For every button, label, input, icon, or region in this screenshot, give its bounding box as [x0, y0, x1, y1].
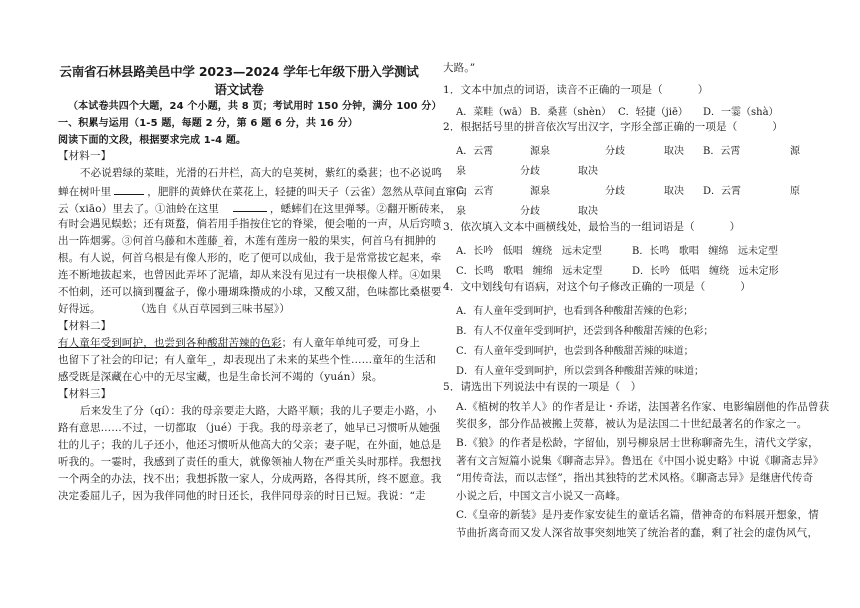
material-1-line: 蝉在树叶里 ，肥胖的黄蜂伏在菜花上，轻捷的叫天子（云雀）忽然从草间直窜向 — [58, 186, 467, 198]
fill-blank — [114, 184, 144, 195]
q5-line: 小说之后，中国文言小说又一高峰。 — [456, 490, 627, 502]
material-3-line: 决定委屈儿子，因为我伴同他的时日还长，我伴同母亲的时日已短。我说：“走 — [58, 490, 426, 502]
material-1-line: 云（xiāo）里去了。①油蛉在这里 ，蟋蟀们在这里弹琴。②翻开断砖来， — [58, 203, 451, 215]
q2-option-d-word: 泉 — [456, 206, 466, 217]
material-3-line: 一个两全的办法，找不出；我想拆散一家人，分成两路，各得其所，终不愿意。我 — [58, 473, 442, 485]
question-1: 1．文本中加点的词语，读音不正确的一项是（ ） — [443, 84, 709, 96]
q5-line: B.《狼》的作者是松龄，字留仙，别号柳泉居士世称聊斋先生，清代文学家， — [456, 437, 819, 449]
q2-option-d: D．云霄 — [703, 186, 742, 197]
q2-option-c-word: 取决 — [664, 186, 684, 197]
section-heading: 一、积累与运用（1-5 题，每题 2 分，第 6 题 6 分，共 16 分） — [58, 118, 358, 129]
q3-option-b: B．长鸣 歌唱 缠绵 远未定型 — [632, 246, 778, 257]
q1-option-c: C．轻捷（jiē） — [618, 107, 688, 118]
exam-title: 云南省石林县路美邑中学 2023—2024 学年七年级下册入学测试 — [59, 64, 419, 79]
material-2-label: 【材料二】 — [58, 320, 112, 332]
q2-option-d-word: 原 — [790, 186, 800, 197]
q1-option-d: D．一霎（shà） — [703, 107, 779, 118]
question-3: 3．依次填入文本中画横线处，最恰当的一组词语是（ ） — [443, 221, 741, 233]
material-1-line: 有时会遇见蜈蚣；还有斑蝥，倘若用手指按住它的脊梁，便会啪的一声，从后窍喷 — [58, 218, 442, 230]
material-1-line: 根。有人说，何首乌根是有像人形的，吃了便可以成仙，我于是常常拔它起来，牵 — [58, 252, 442, 264]
q2-option-c-word: 分歧 — [605, 186, 625, 197]
material-1-source: 好得远。 （选自《从百草园到三味书屋》） — [58, 303, 290, 315]
question-4: 4．文中划线句有语病，对这个句子修改正确的一项是（ ） — [443, 281, 751, 293]
material-1-line: 不怕刺，还可以摘到覆盆子，像小珊瑚珠攒成的小球，又酸又甜，色味都比桑椹要 — [58, 286, 442, 298]
material-2-line: 也留下了社会的印记；有人童年_，却表现出了未来的某些个性……童年的生活和 — [58, 354, 437, 366]
q2-option-b-word: 源 — [790, 146, 800, 157]
q2-option-b: B．云霄 — [703, 146, 741, 157]
continued-text: 大路。” — [443, 62, 476, 74]
q2-option-c-word: 源泉 — [530, 186, 550, 197]
material-3-line: 壮的儿子；我的儿子还小，他还习惯听从他高大的父亲；妻子呢，在外面，她总是 — [58, 439, 442, 451]
q4-option-a: A．有人童年受到呵护，也看到各种酸甜苦辣的色彩； — [456, 306, 694, 317]
question-5: 5．请选出下列说法中有误的一项是（ ） — [443, 381, 642, 393]
q2-option-c: C．云宵 — [456, 186, 494, 197]
material-1-line: 不必说碧绿的菜畦，光滑的石井栏，高大的皂荚树，紫红的桑葚；也不必说鸣 — [80, 167, 443, 179]
exam-note: （本试卷共四个大题，24 个小题，共 8 页；考试用时 150 分钟，满分 100 分） — [68, 101, 442, 112]
q4-option-c: C．有人童年受到呵护，也尝到各种酸甜苦辣的味道； — [456, 346, 694, 357]
material-1-line: 连不断地拔起来，也曾因此弄坏了泥墙，却从来没有见过有一块根像人样。④如果 — [58, 269, 442, 281]
question-2: 2．根据括号里的拼音依次写出汉字，字形全部正确的一项是（ ） — [443, 121, 783, 133]
material-3-line: 听我的。一霎时，我感到了责任的重大，就像领袖人物在严重关头时那样。我想找 — [58, 456, 442, 468]
q2-option-b-word: 分歧 — [520, 166, 540, 177]
underlined-sentence: 有人童年受到呵护，也尝到各种酸甜苦辣的色彩 — [58, 337, 282, 349]
q2-option-a-word: 分歧 — [605, 146, 625, 157]
q2-option-d-word: 取决 — [578, 206, 598, 217]
material-2-line: 有人童年受到呵护，也尝到各种酸甜苦辣的色彩；有人童年单纯可爱，可身上 — [58, 337, 421, 349]
q2-option-d-word: 分歧 — [520, 206, 540, 217]
q1-option-a: A．菜畦（wā） — [456, 107, 528, 118]
q5-line: C.《皇帝的新装》是丹麦作家安徒生的童话名篇，借神奇的布料展开想象，情 — [456, 509, 819, 521]
q5-line: “用传奇法，而以志怪”，指出其独特的艺术风格。《聊斋志异》是继唐代传奇 — [456, 472, 814, 484]
material-3-label: 【材料三】 — [58, 388, 112, 400]
q3-option-c: C．长鸣 歌唱 缠绵 远未定型 — [456, 266, 603, 277]
q2-option-b-word: 取决 — [578, 166, 598, 177]
q3-option-a: A．长吟 低唱 缠绕 远未定型 — [456, 246, 602, 257]
q3-option-d: D．长吟 低唱 缠绕 远未定形 — [632, 266, 779, 277]
q2-option-a-word: 源泉 — [530, 146, 550, 157]
material-2-line: 感受既是深藏在心中的无尽宝藏，也是生命长河不竭的（yuán）泉。 — [58, 371, 383, 383]
fill-blank — [233, 201, 267, 212]
q4-option-d: D．有人童年受到呵护，所以尝到各种酸甜苦辣的味道； — [456, 366, 705, 377]
q2-option-a-word: 取决 — [664, 146, 684, 157]
q5-line: 节曲折离奇而又发人深省故事突刻地笑了统治者的蠢，剩了社会的虚伪风气， — [456, 527, 819, 539]
q5-line: 著有文言短篇小说集《聊斋志异》。鲁迅在《中国小说史略》中说《聊斋志异》 — [456, 455, 824, 467]
q2-option-a: A．云霄 — [456, 146, 494, 157]
reading-instruction: 阅读下面的文段，根据要求完成 1-4 题。 — [58, 135, 247, 146]
q5-line: 奖很多，部分作品被搬上荧幕，被认为是法国二十世纪最著名的作家之一。 — [456, 418, 808, 430]
material-3-line: 路有意思……不过，一切都取 （jué）于我。我的母亲老了，她早已习惯听从她强 — [58, 422, 441, 434]
q2-option-b-word: 泉 — [456, 166, 466, 177]
q4-option-b: B．有人不仅童年受到呵护，还尝到各种酸甜苦辣的色彩； — [456, 326, 714, 337]
material-1-label: 【材料一】 — [58, 150, 112, 162]
material-3-line: 后来发生了分（qí）：我的母亲要走大路，大路平顺；我的儿子要走小路，小 — [80, 405, 437, 417]
q1-option-b: B．桑葚（shèn） — [530, 107, 612, 118]
exam-subtitle: 语文试卷 — [214, 82, 264, 97]
material-1-line: 出一阵烟雾。③何首乌藤和木莲藤_着，木莲有莲房一般的果实，何首乌有拥肿的 — [58, 235, 437, 247]
q5-line: A.《植树的牧羊人》的作者是让・乔诺，法国著名作家、电影编剧他的作品曾获 — [456, 401, 830, 413]
